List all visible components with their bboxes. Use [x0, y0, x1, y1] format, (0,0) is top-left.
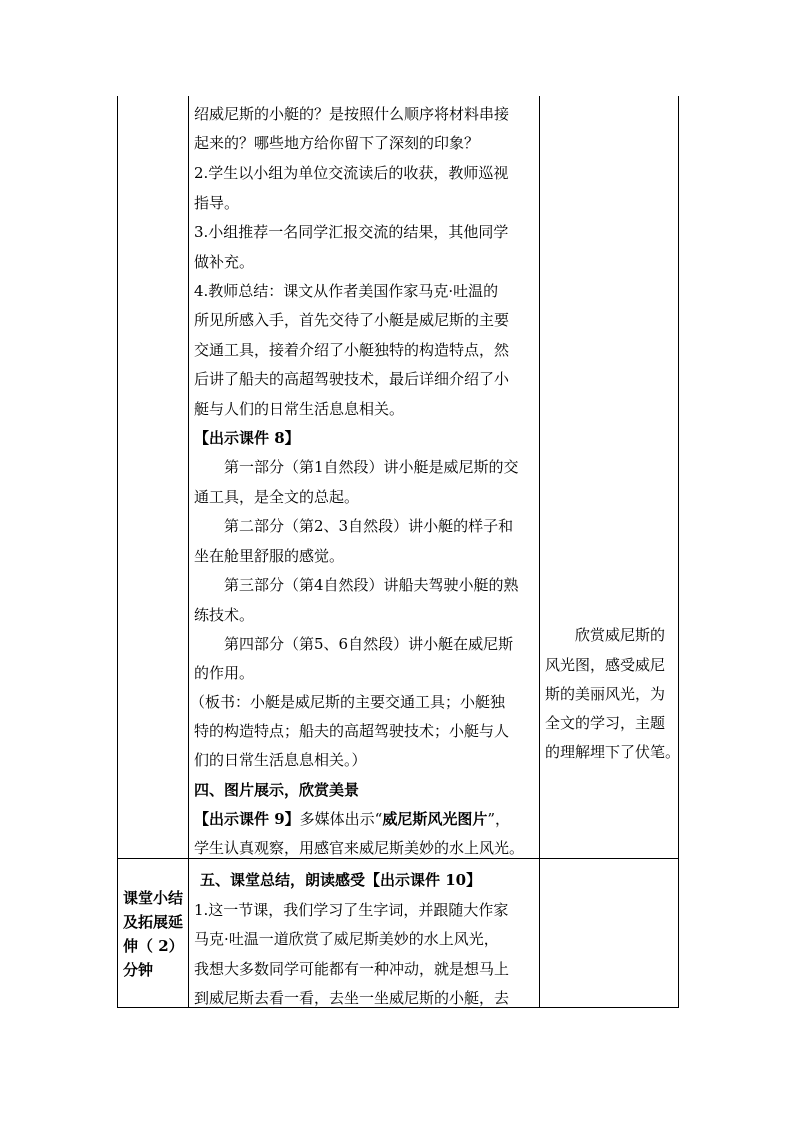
part-line: 第三部分（第4自然段）讲船夫驾驶小艇的熟	[224, 576, 519, 594]
table-divider-col2	[539, 96, 540, 1008]
intent-line: 全文的学习，主题	[545, 714, 666, 732]
stage-label: 及拓展延	[123, 913, 184, 931]
text-line: 起来的？哪些地方给你留下了深刻的印象？	[194, 134, 480, 152]
part-line: 练技术。	[194, 606, 255, 624]
table-row-divider	[117, 858, 679, 859]
text-line: 1.这一节课，我们学习了生字词，并跟随大作家	[194, 901, 509, 919]
part-line: 第四部分（第5、6自然段）讲小艇在威尼斯	[224, 635, 514, 653]
section-heading: 四、图片展示，欣赏美景	[194, 781, 360, 799]
intent-line: 斯的美丽风光，为	[545, 685, 666, 703]
text-line: 我想大多数同学可能都有一种冲动，就是想马上	[194, 960, 510, 978]
courseware-text: 多媒体出示“	[299, 810, 383, 828]
board-line: 特的构造特点；船夫的高超驾驶技术；小艇与人	[194, 722, 510, 740]
part-line: 的作用。	[194, 664, 255, 682]
courseware-label: 【出示课件 8】	[194, 429, 300, 447]
text-line: 3.小组推荐一名同学汇报交流的结果，其他同学	[194, 223, 509, 241]
text-line: 马克·吐温一道欣赏了威尼斯美妙的水上风光，	[194, 930, 499, 948]
section-heading: 五、课堂总结，朗读感受【出示课件 10】	[200, 871, 482, 889]
text-line: 所见所感入手，首先交待了小艇是威尼斯的主要	[194, 311, 510, 329]
intent-line: 欣赏威尼斯的	[575, 626, 666, 644]
part-line: 通工具，是全文的总起。	[194, 488, 360, 506]
courseware-label: 【出示课件 9】	[194, 810, 300, 828]
table-border-right	[678, 96, 679, 1008]
stage-label: 课堂小结	[123, 889, 184, 907]
text-line: 做补充。	[194, 253, 255, 271]
intent-line: 风光图，感受威尼	[545, 656, 666, 674]
text-line: 交通工具，接着介绍了小艇独特的构造特点，然	[194, 341, 510, 359]
table-divider-col1	[188, 96, 189, 1008]
part-line: 第一部分（第1自然段）讲小艇是威尼斯的交	[224, 458, 519, 476]
text-line: 2.学生以小组为单位交流读后的收获，教师巡视	[194, 164, 509, 182]
stage-label: 伸（ 2）	[123, 937, 184, 955]
part-line: 坐在舱里舒服的感觉。	[194, 547, 345, 565]
courseware-highlight: 威尼斯风光图片	[382, 810, 488, 828]
board-line: 们的日常生活息息相关。）	[194, 751, 367, 769]
text-line: 后讲了船夫的高超驾驶技术，最后详细介绍了小	[194, 370, 510, 388]
text-line: 绍威尼斯的小艇的？是按照什么顺序将材料串接	[194, 105, 510, 123]
table-border-left	[117, 96, 118, 1008]
board-line: （板书：小艇是威尼斯的主要交通工具；小艇独	[190, 693, 506, 711]
part-line: 第二部分（第2、3自然段）讲小艇的样子和	[224, 517, 514, 535]
courseware-text: ”，	[487, 810, 511, 828]
courseware-9-line	[194, 809, 510, 829]
text-line: 指导。	[194, 194, 240, 212]
text-line: 艇与人们的日常生活息息相关。	[194, 400, 405, 418]
text-line: 学生认真观察，用感官来威尼斯美妙的水上风光。	[194, 839, 525, 857]
stage-label: 分钟	[123, 961, 154, 979]
intent-line: 的理解埋下了伏笔。	[545, 743, 681, 761]
text-line: 到威尼斯去看一看，去坐一坐威尼斯的小艇，去	[194, 989, 510, 1007]
text-line: 4.教师总结：课文从作者美国作家马克·吐温的	[194, 282, 499, 300]
